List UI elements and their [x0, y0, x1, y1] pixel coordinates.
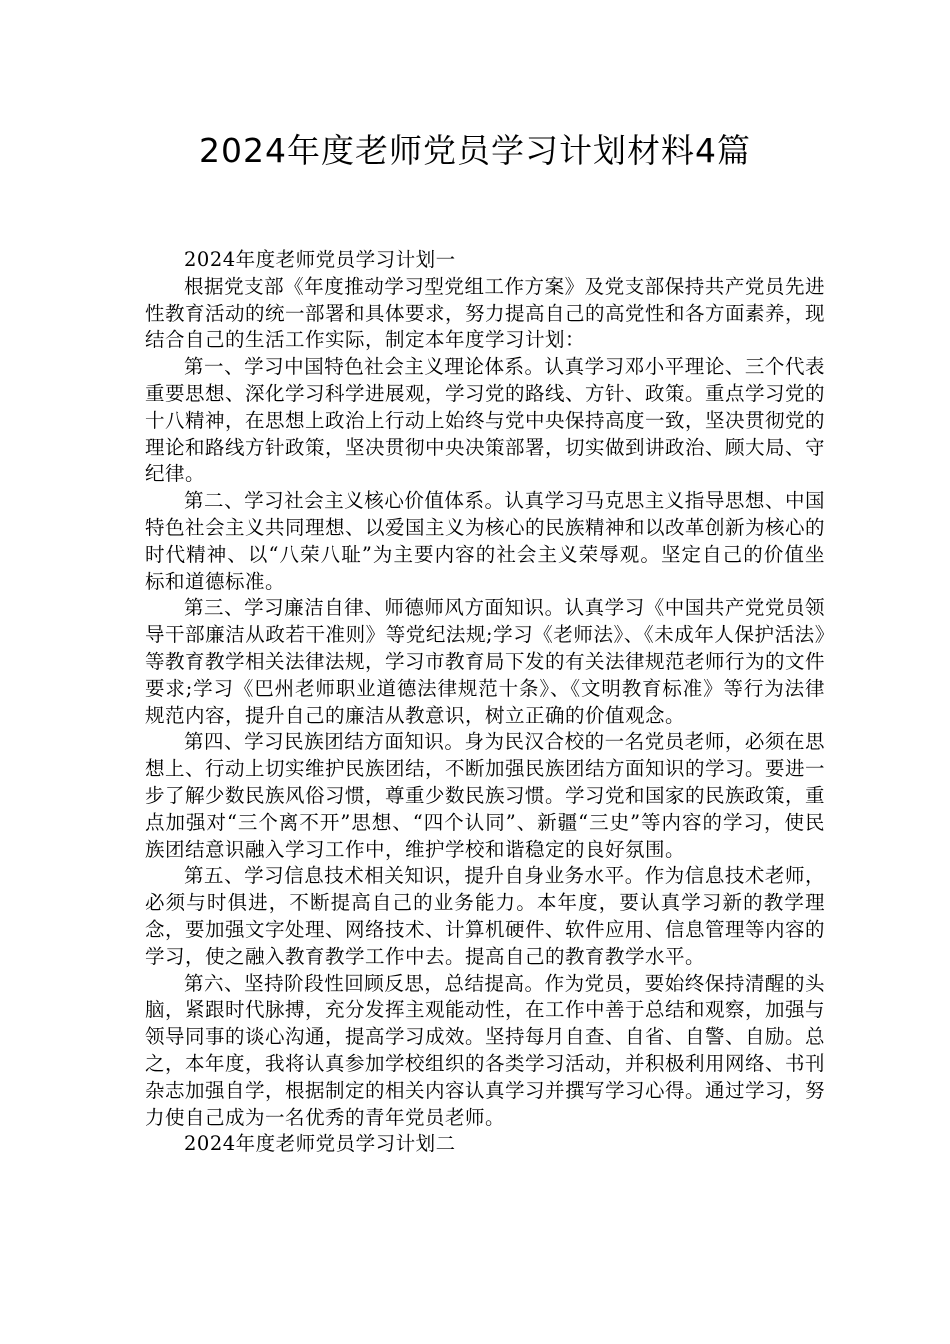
paragraph-5: 第五、学习信息技术相关知识，提升自身业务水平。作为信息技术老师，必须与时俱进，不断提高自己的业务能力。本年度，要认真学习新的教学理念，要加强文字处理、网络技术、计算机硬件、软件应用、信息管理等内容的学习，使之融入教育教学工作中去。提高自己的教育教学水平。	[145, 864, 826, 968]
intro-paragraph: 根据党支部《年度推动学习型党组工作方案》及党支部保持共产党员先进性教育活动的统一部署和具体要求，努力提高自己的高党性和各方面素养，现结合自己的生活工作实际，制定本年度学习计划：	[145, 274, 826, 352]
paragraph-2: 第二、学习社会主义核心价值体系。认真学习马克思主义指导思想、中国特色社会主义共同理想、以爱国主义为核心的民族精神和以改革创新为核心的时代精神、以“八荣八耻”为主要内容的社会主义荣辱观。坚定自己的价值坐标和道德标准。	[145, 489, 826, 593]
document-title: 2024年度老师党员学习计划材料4篇	[199, 131, 751, 170]
document-body	[145, 247, 825, 1158]
paragraph-4: 第四、学习民族团结方面知识。身为民汉合校的一名党员老师，必须在思想上、行动上切实维护民族团结，不断加强民族团结方面知识的学习。要进一步了解少数民族风俗习惯，尊重少数民族习惯。学习党和国家的民族政策，重点加强对“三个离不开”思想、“四个认同”、新疆“三史”等内容的学习，使民族团结意识融入学习工作中，维护学校和谐稳定的良好氛围。	[145, 730, 826, 861]
paragraph-1: 第一、学习中国特色社会主义理论体系。认真学习邓小平理论、三个代表重要思想、深化学习科学进展观，学习党的路线、方针、政策。重点学习党的十八精神，在思想上政治上行动上始终与党中央保持高度一致，坚决贯彻党的理论和路线方针政策，坚决贯彻中央决策部署，切实做到讲政治、顾大局、守纪律。	[145, 355, 826, 486]
section-heading: 2024年度老师党员学习计划二	[184, 1132, 456, 1156]
section-heading: 2024年度老师党员学习计划一	[184, 248, 456, 271]
paragraph-3: 第三、学习廉洁自律、师德师风方面知识。认真学习《中国共产党党员领导干部廉洁从政若干准则》等党纪法规;学习《老师法》、《未成年人保护活法》等教育教学相关法律法规，学习市教育局下发的有关法律规范老师行为的文件要求;学习《巴州老师职业道德法律规范十条》、《文明教育标准》等行为法律规范内容，提升自己的廉洁从教意识，树立正确的价值观念。	[145, 596, 826, 727]
paragraph-6: 第六、坚持阶段性回顾反思，总结提高。作为党员，要始终保持清醒的头脑，紧跟时代脉搏，充分发挥主观能动性，在工作中善于总结和观察，加强与领导同事的谈心沟通，提高学习成效。坚持每月自查、自省、自警、自励。总之，本年度，我将认真参加学校组织的各类学习活动，并积极利用网络、书刊杂志加强自学，根据制定的相关内容认真学习并撰写学习心得。通过学习，努力使自己成为一名优秀的青年党员老师。	[145, 971, 826, 1129]
